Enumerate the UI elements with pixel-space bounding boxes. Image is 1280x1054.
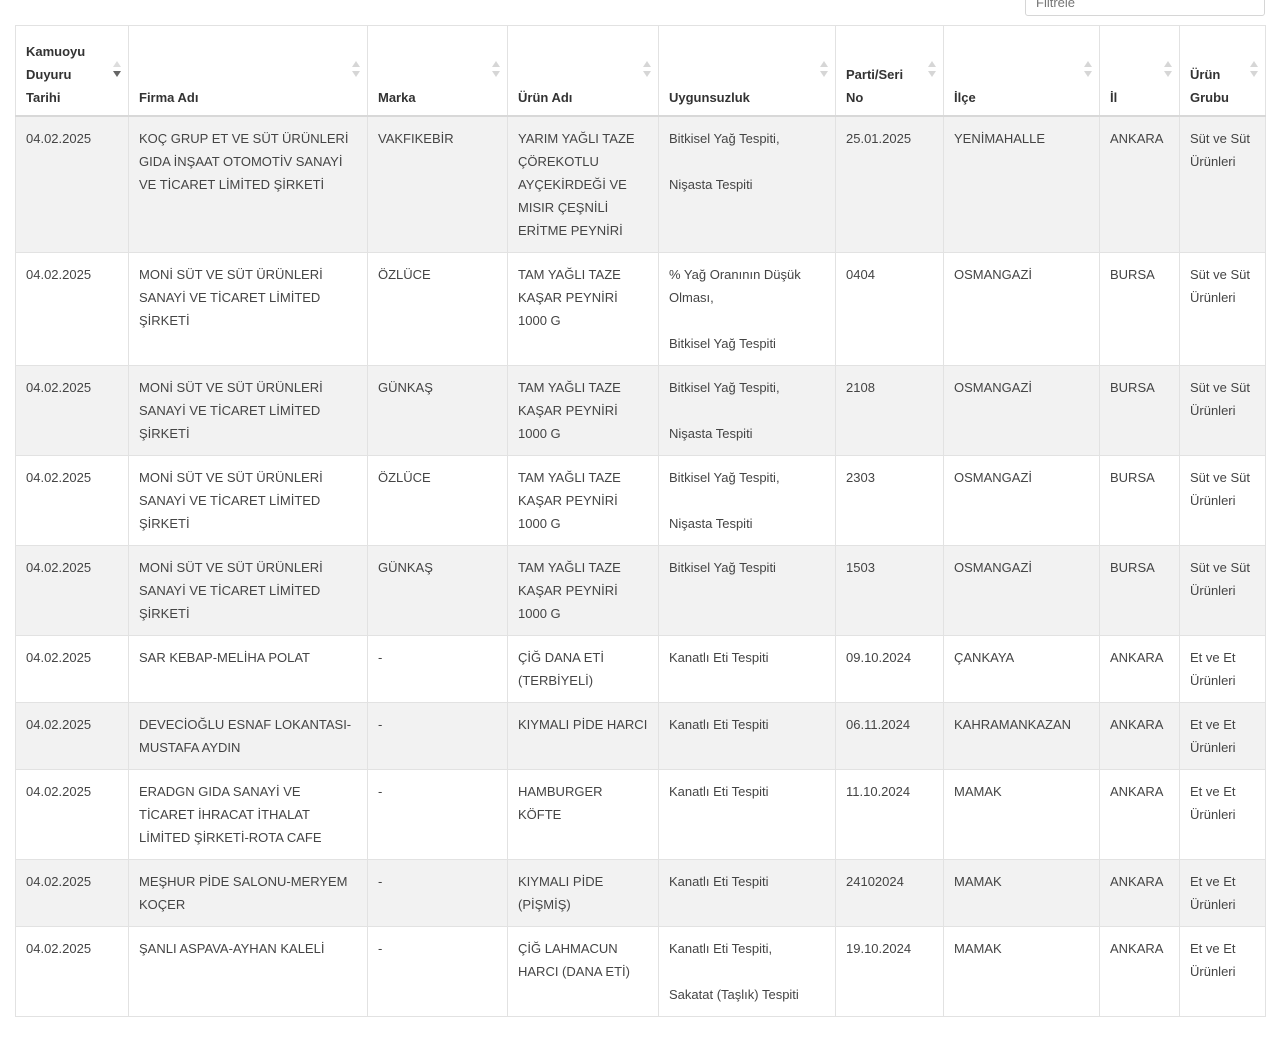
column-header-label: Ürün Adı: [518, 89, 573, 105]
nonconformity-item: Kanatlı Eti Tespiti: [669, 873, 769, 889]
cell-firma: SAR KEBAP-MELİHA POLAT: [129, 635, 368, 702]
recall-table: [15, 25, 1266, 1017]
table-row: [16, 545, 1266, 635]
cell-il: BURSA: [1100, 545, 1180, 635]
cell-parti: 24102024: [836, 859, 944, 926]
cell-uygunsuzluk: [659, 455, 836, 545]
cell-grup: Süt ve Süt Ürünleri: [1180, 545, 1266, 635]
cell-uygunsuzluk: [659, 769, 836, 859]
cell-parti: 2303: [836, 455, 944, 545]
cell-il: ANKARA: [1100, 859, 1180, 926]
cell-firma: MONİ SÜT VE SÜT ÜRÜNLERİ SANAYİ VE TİCARET LİMİTED ŞİRKETİ: [129, 545, 368, 635]
cell-marka: GÜNKAŞ: [368, 545, 508, 635]
table-body: [16, 116, 1266, 1017]
sort-desc-icon: [112, 59, 122, 79]
cell-ilce: MAMAK: [944, 926, 1100, 1016]
cell-il: BURSA: [1100, 252, 1180, 365]
nonconformity-item: Sakatat (Taşlık) Tespiti: [669, 986, 799, 1002]
nonconformity-item: Nişasta Tespiti: [669, 176, 753, 192]
column-header-grup[interactable]: [1180, 26, 1266, 116]
cell-il: BURSA: [1100, 455, 1180, 545]
cell-tarih: 04.02.2025: [16, 635, 129, 702]
sort-icon: [1249, 59, 1259, 79]
cell-firma: MEŞHUR PİDE SALONU-MERYEM KOÇER: [129, 859, 368, 926]
column-header-label: Firma Adı: [139, 89, 199, 105]
nonconformity-item: Kanatlı Eti Tespiti: [669, 783, 769, 799]
cell-urun: TAM YAĞLI TAZE KAŞAR PEYNİRİ 1000 G: [508, 545, 659, 635]
nonconformity-item: % Yağ Oranının Düşük Olması,: [669, 266, 801, 305]
cell-il: BURSA: [1100, 365, 1180, 455]
cell-ilce: ÇANKAYA: [944, 635, 1100, 702]
cell-ilce: KAHRAMANKAZAN: [944, 702, 1100, 769]
cell-firma: DEVECİOĞLU ESNAF LOKANTASI-MUSTAFA AYDIN: [129, 702, 368, 769]
cell-tarih: 04.02.2025: [16, 455, 129, 545]
column-header-label: Uygunsuzluk: [669, 89, 750, 105]
table-row: [16, 116, 1266, 253]
cell-marka: -: [368, 926, 508, 1016]
cell-tarih: 04.02.2025: [16, 545, 129, 635]
cell-uygunsuzluk: [659, 635, 836, 702]
sort-icon: [819, 59, 829, 79]
cell-grup: Süt ve Süt Ürünleri: [1180, 116, 1266, 253]
cell-ilce: OSMANGAZİ: [944, 545, 1100, 635]
cell-uygunsuzluk: [659, 252, 836, 365]
line-gap: [669, 399, 825, 422]
column-header-marka[interactable]: [368, 26, 508, 116]
column-header-label: İlçe: [954, 89, 976, 105]
cell-tarih: 04.02.2025: [16, 365, 129, 455]
cell-marka: -: [368, 859, 508, 926]
cell-urun: TAM YAĞLI TAZE KAŞAR PEYNİRİ 1000 G: [508, 455, 659, 545]
cell-parti: 1503: [836, 545, 944, 635]
nonconformity-item: Kanatlı Eti Tespiti: [669, 649, 769, 665]
table-row: [16, 252, 1266, 365]
nonconformity-item: Kanatlı Eti Tespiti,: [669, 940, 773, 956]
cell-grup: Süt ve Süt Ürünleri: [1180, 365, 1266, 455]
cell-marka: -: [368, 635, 508, 702]
nonconformity-item: Bitkisel Yağ Tespiti,: [669, 379, 780, 395]
cell-il: ANKARA: [1100, 926, 1180, 1016]
cell-parti: 0404: [836, 252, 944, 365]
cell-grup: Et ve Et Ürünleri: [1180, 635, 1266, 702]
cell-urun: KIYMALI PİDE (PİŞMİŞ): [508, 859, 659, 926]
table-row: [16, 702, 1266, 769]
cell-urun: KIYMALI PİDE HARCI: [508, 702, 659, 769]
cell-tarih: 04.02.2025: [16, 116, 129, 253]
cell-firma: MONİ SÜT VE SÜT ÜRÜNLERİ SANAYİ VE TİCARET LİMİTED ŞİRKETİ: [129, 455, 368, 545]
nonconformity-item: Bitkisel Yağ Tespiti,: [669, 130, 780, 146]
cell-uygunsuzluk: [659, 859, 836, 926]
cell-ilce: OSMANGAZİ: [944, 252, 1100, 365]
column-header-label: Kamuoyu Duyuru Tarihi: [26, 43, 86, 105]
cell-uygunsuzluk: [659, 116, 836, 253]
cell-marka: GÜNKAŞ: [368, 365, 508, 455]
cell-il: ANKARA: [1100, 116, 1180, 253]
cell-marka: VAKFIKEBİR: [368, 116, 508, 253]
cell-ilce: YENİMAHALLE: [944, 116, 1100, 253]
line-gap: [669, 489, 825, 512]
column-header-parti[interactable]: [836, 26, 944, 116]
header-row: [16, 26, 1266, 116]
cell-marka: -: [368, 769, 508, 859]
cell-marka: -: [368, 702, 508, 769]
cell-parti: 19.10.2024: [836, 926, 944, 1016]
column-header-tarih[interactable]: [16, 26, 129, 116]
cell-grup: Et ve Et Ürünleri: [1180, 859, 1266, 926]
cell-parti: 25.01.2025: [836, 116, 944, 253]
cell-urun: TAM YAĞLI TAZE KAŞAR PEYNİRİ 1000 G: [508, 365, 659, 455]
nonconformity-item: Nişasta Tespiti: [669, 425, 753, 441]
line-gap: [669, 150, 825, 173]
sort-icon: [927, 59, 937, 79]
cell-urun: ÇİĞ LAHMACUN HARCI (DANA ETİ): [508, 926, 659, 1016]
cell-ilce: OSMANGAZİ: [944, 455, 1100, 545]
cell-grup: Et ve Et Ürünleri: [1180, 769, 1266, 859]
column-header-ilce[interactable]: [944, 26, 1100, 116]
table-header: [16, 26, 1266, 116]
cell-ilce: MAMAK: [944, 769, 1100, 859]
cell-marka: ÖZLÜCE: [368, 252, 508, 365]
cell-ilce: MAMAK: [944, 859, 1100, 926]
table-row: [16, 635, 1266, 702]
column-header-urun[interactable]: [508, 26, 659, 116]
nonconformity-item: Nişasta Tespiti: [669, 515, 753, 531]
table-row: [16, 455, 1266, 545]
nonconformity-item: Bitkisel Yağ Tespiti: [669, 559, 776, 575]
cell-grup: Et ve Et Ürünleri: [1180, 926, 1266, 1016]
table-search-input[interactable]: [1025, 0, 1265, 16]
cell-grup: Süt ve Süt Ürünleri: [1180, 252, 1266, 365]
sort-icon: [491, 59, 501, 79]
cell-il: ANKARA: [1100, 635, 1180, 702]
sort-icon: [351, 59, 361, 79]
cell-il: ANKARA: [1100, 769, 1180, 859]
nonconformity-item: Bitkisel Yağ Tespiti: [669, 335, 776, 351]
cell-marka: ÖZLÜCE: [368, 455, 508, 545]
cell-grup: Et ve Et Ürünleri: [1180, 702, 1266, 769]
cell-parti: 11.10.2024: [836, 769, 944, 859]
column-header-il[interactable]: [1100, 26, 1180, 116]
cell-tarih: 04.02.2025: [16, 769, 129, 859]
sort-icon: [1163, 59, 1173, 79]
sort-icon: [1083, 59, 1093, 79]
column-header-label: Ürün Grubu: [1190, 66, 1229, 105]
table-row: [16, 859, 1266, 926]
sort-icon: [642, 59, 652, 79]
table-row: [16, 926, 1266, 1016]
cell-urun: HAMBURGER KÖFTE: [508, 769, 659, 859]
cell-parti: 09.10.2024: [836, 635, 944, 702]
cell-tarih: 04.02.2025: [16, 859, 129, 926]
column-header-label: İl: [1110, 89, 1118, 105]
table-row: [16, 365, 1266, 455]
cell-urun: TAM YAĞLI TAZE KAŞAR PEYNİRİ 1000 G: [508, 252, 659, 365]
table-row: [16, 769, 1266, 859]
cell-tarih: 04.02.2025: [16, 926, 129, 1016]
nonconformity-item: Kanatlı Eti Tespiti: [669, 716, 769, 732]
column-header-label: Parti/Seri No: [846, 66, 904, 105]
cell-urun: YARIM YAĞLI TAZE ÇÖREKOTLU AYÇEKİRDEĞİ VE MISIR ÇEŞNİLİ ERİTME PEYNİRİ: [508, 116, 659, 253]
cell-firma: ERADGN GIDA SANAYİ VE TİCARET İHRACAT İTHALAT LİMİTED ŞİRKETİ-ROTA CAFE: [129, 769, 368, 859]
cell-urun: ÇİĞ DANA ETİ (TERBİYELİ): [508, 635, 659, 702]
cell-tarih: 04.02.2025: [16, 252, 129, 365]
cell-il: ANKARA: [1100, 702, 1180, 769]
column-header-uygunsuzluk[interactable]: [659, 26, 836, 116]
cell-ilce: OSMANGAZİ: [944, 365, 1100, 455]
column-header-label: Marka: [378, 89, 416, 105]
cell-firma: MONİ SÜT VE SÜT ÜRÜNLERİ SANAYİ VE TİCARET LİMİTED ŞİRKETİ: [129, 252, 368, 365]
cell-uygunsuzluk: [659, 365, 836, 455]
cell-firma: MONİ SÜT VE SÜT ÜRÜNLERİ SANAYİ VE TİCARET LİMİTED ŞİRKETİ: [129, 365, 368, 455]
cell-firma: KOÇ GRUP ET VE SÜT ÜRÜNLERİ GIDA İNŞAAT OTOMOTİV SANAYİ VE TİCARET LİMİTED ŞİRKETİ: [129, 116, 368, 253]
cell-uygunsuzluk: [659, 702, 836, 769]
cell-firma: ŞANLI ASPAVA-AYHAN KALELİ: [129, 926, 368, 1016]
line-gap: [669, 309, 825, 332]
cell-tarih: 04.02.2025: [16, 702, 129, 769]
cell-uygunsuzluk: [659, 545, 836, 635]
cell-uygunsuzluk: [659, 926, 836, 1016]
line-gap: [669, 960, 825, 983]
cell-parti: 2108: [836, 365, 944, 455]
column-header-firma[interactable]: [129, 26, 368, 116]
cell-grup: Süt ve Süt Ürünleri: [1180, 455, 1266, 545]
cell-parti: 06.11.2024: [836, 702, 944, 769]
nonconformity-item: Bitkisel Yağ Tespiti,: [669, 469, 780, 485]
